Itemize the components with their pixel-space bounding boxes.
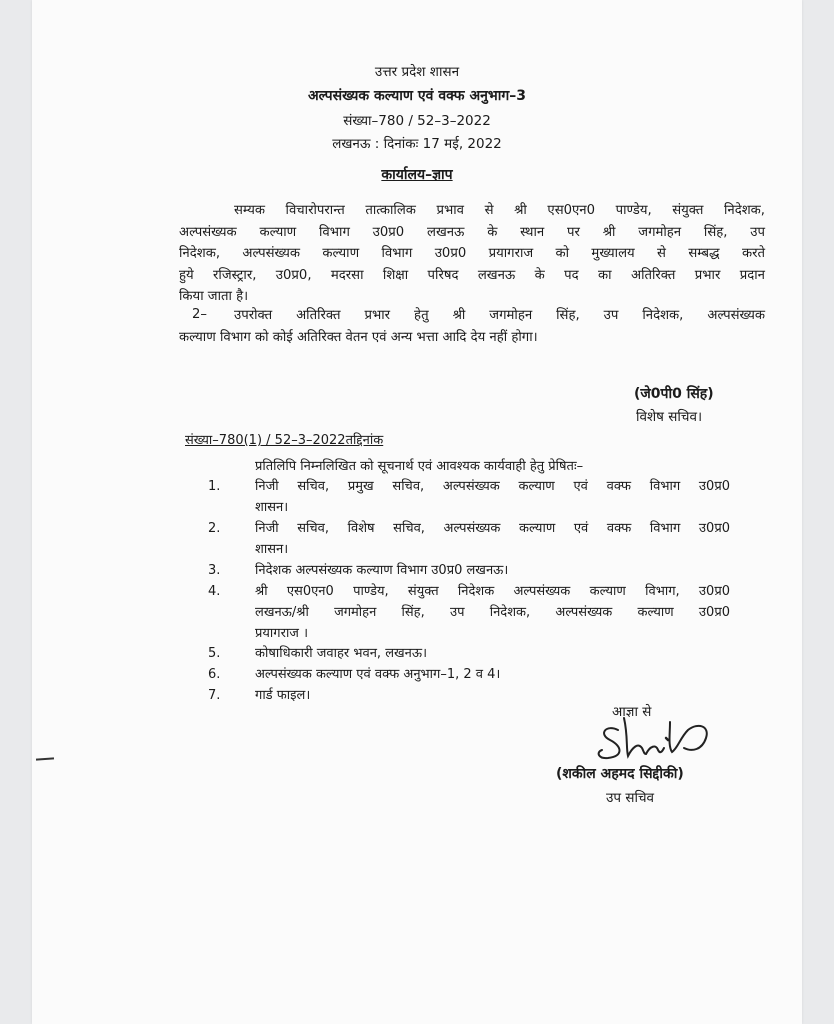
paragraph-1 <box>179 200 765 308</box>
copy-item-number: 6. <box>208 667 221 682</box>
copy-item-line: शासन। <box>255 500 289 515</box>
paragraph-1-line: सम्यक विचारोपरान्त तात्कालिक प्रभाव से श्री एस0एन0 पाण्डेय, संयुक्त निदेशक, <box>234 203 765 218</box>
paragraph-2-label: 2– <box>192 307 207 322</box>
signatory-name: (जे0पी0 सिंह) <box>634 386 714 402</box>
paragraph-2-line: उपरोक्त अतिरिक्त प्रभार हेतु श्री जगमोहन सिंह, उप निदेशक, अल्पसंख्यक <box>234 308 765 323</box>
copy-item <box>255 643 730 664</box>
copy-item <box>255 685 730 706</box>
copy-item-line: निजी सचिव, विशेष सचिव, अल्पसंख्यक कल्याण एवं वक्फ विभाग उ0प्र0 <box>255 521 730 536</box>
paragraph-2 <box>179 305 765 348</box>
copy-item-line: प्रयागराज । <box>255 626 309 641</box>
copy-number: संख्या–780(1) / 52–3–2022तद्दिनांक <box>185 433 384 448</box>
copy-item <box>255 518 730 560</box>
copy-item-line: कोषाधिकारी जवाहर भवन, लखनऊ। <box>255 646 427 661</box>
copy-item-line: निजी सचिव, प्रमुख सचिव, अल्पसंख्यक कल्याण एवं वक्फ विभाग उ0प्र0 <box>255 479 730 494</box>
copy-item-number: 3. <box>208 563 221 578</box>
margin-pen-mark <box>36 757 54 760</box>
signatory-designation: विशेष सचिव। <box>636 409 703 425</box>
department-heading: अल्पसंख्यक कल्याण एवं वक्फ अनुभाग–3 <box>307 88 527 104</box>
by-order-text: आज्ञा से <box>612 704 652 720</box>
copy-item-line: अल्पसंख्यक कल्याण एवं वक्फ अनुभाग–1, 2 व 4। <box>255 667 501 682</box>
place-date: लखनऊ : दिनांकः 17 मई, 2022 <box>332 136 502 152</box>
copy-item-line: श्री एस0एन0 पाण्डेय, संयुक्त निदेशक अल्पसंख्यक कल्याण विभाग, उ0प्र0 <box>255 584 730 599</box>
copy-item <box>255 664 730 685</box>
copy-item <box>255 581 730 644</box>
order-number: संख्या–780 / 52–3–2022 <box>343 113 491 129</box>
paragraph-1-line: हुये रजिस्ट्रार, उ0प्र0, मदरसा शिक्षा परिषद लखनऊ के पद का अतिरिक्त प्रभार प्रदान <box>179 267 765 283</box>
copy-intro: प्रतिलिपि निम्नलिखित को सूचनार्थ एवं आवश्यक कार्यवाही हेतु प्रेषितः– <box>255 459 584 474</box>
handwritten-signature <box>588 708 718 768</box>
copy-item <box>255 560 730 581</box>
copy-item-line: शासन। <box>255 542 289 557</box>
copy-item-number: 2. <box>208 521 221 536</box>
paragraph-1-line: अल्पसंख्यक कल्याण विभाग उ0प्र0 लखनऊ के स्थान पर श्री जगमोहन सिंह, उप <box>179 224 765 240</box>
memo-title: कार्यालय–ज्ञाप <box>381 167 453 183</box>
copy-item-line: गार्ड फाइल। <box>255 688 311 703</box>
paragraph-2-line: कल्याण विभाग को कोई अतिरिक्त वेतन एवं अन्य भत्ता आदि देय नहीं होगा। <box>179 329 538 345</box>
copy-item-line: निदेशक अल्पसंख्यक कल्याण विभाग उ0प्र0 लखनऊ। <box>255 563 509 578</box>
paragraph-1-line: किया जाता है। <box>179 289 249 304</box>
document-page <box>32 0 802 1024</box>
copy-item <box>255 476 730 518</box>
copy-item-line: लखनऊ/श्री जगमोहन सिंह, उप निदेशक, अल्पसंख्यक कल्याण उ0प्र0 <box>255 605 730 620</box>
second-signatory-name: (शकील अहमद सिद्दीकी) <box>556 766 684 782</box>
copy-item-number: 4. <box>208 584 221 599</box>
government-heading: उत्तर प्रदेश शासन <box>374 64 460 80</box>
second-signatory-designation: उप सचिव <box>606 790 655 806</box>
copy-item-number: 1. <box>208 479 221 494</box>
copy-item-number: 5. <box>208 646 221 661</box>
copy-item-number: 7. <box>208 688 221 703</box>
paragraph-1-line: निदेशक, अल्पसंख्यक कल्याण विभाग उ0प्र0 प्रयागराज को मुख्यालय से सम्बद्ध करते <box>179 246 765 261</box>
